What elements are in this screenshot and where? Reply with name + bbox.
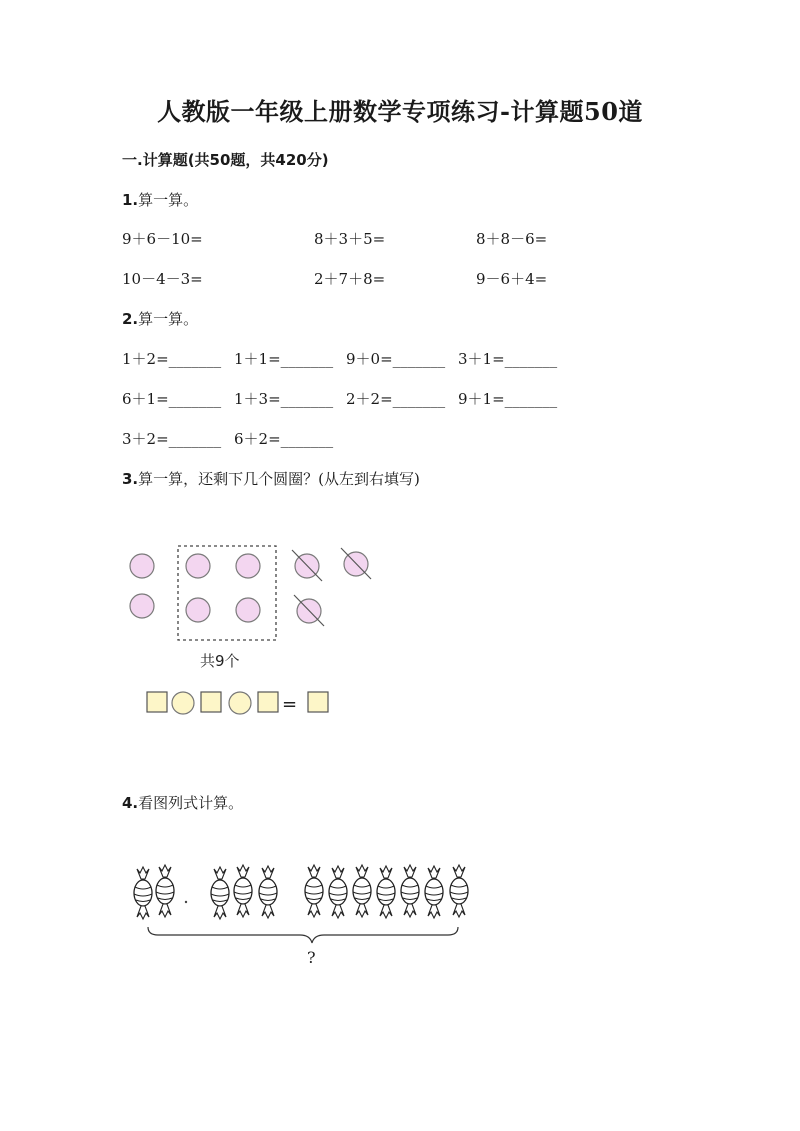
question-text: 算一算。: [138, 191, 199, 209]
q2-blank-expression: 3＋1=_______: [458, 350, 558, 368]
circle-icon: [130, 554, 154, 578]
q1-expression: 2＋7＋8=: [314, 270, 386, 288]
question-text: 算一算，还剩下几个圆圈？(从左到右填写): [138, 470, 420, 488]
q1-expression: 9－6＋4=: [476, 270, 548, 288]
question-text: 看图列式计算。: [138, 794, 244, 812]
question-1-heading: [122, 189, 198, 210]
dot: [185, 901, 187, 903]
candy-icon: [353, 865, 371, 917]
question-2-heading: [122, 308, 198, 329]
crossed-circle-icon: [341, 548, 371, 579]
q2-blank-expression: 1＋2=_______: [122, 350, 222, 368]
question-3-heading: [122, 468, 420, 489]
question-number: 3.: [122, 470, 139, 488]
q2-blank-expression: 9＋1=_______: [458, 390, 558, 408]
figure-caption: 共9个: [200, 652, 240, 670]
page-title: 人教版一年级上册数学专项练习-计算题50道: [157, 97, 643, 126]
q2-blank-expression: 2＋2=_______: [346, 390, 446, 408]
q1-expression: 8＋3＋5=: [314, 230, 386, 248]
answer-box: [258, 692, 278, 712]
question-number: 1.: [122, 191, 139, 209]
section-heading: 一.计算题(共50题，共420分): [122, 151, 329, 169]
question-number: 2.: [122, 310, 139, 328]
circle-icon: [186, 598, 210, 622]
crossed-circle-icon: [294, 595, 324, 626]
circle-icon: [236, 598, 260, 622]
question-text: 算一算。: [138, 310, 199, 328]
candy-icon: [329, 866, 347, 918]
circle-icon: [130, 594, 154, 618]
answer-box: [147, 692, 167, 712]
q2-blank-expression: 9＋0=_______: [346, 350, 446, 368]
q2-blank-expression: 6＋2=_______: [234, 430, 334, 448]
q2-blank-expression: 1＋1=_______: [234, 350, 334, 368]
candy-icon: [425, 866, 443, 918]
q2-blank-expression: 6＋1=_______: [122, 390, 222, 408]
candy-icon: [305, 865, 323, 917]
candy-icon: [377, 866, 395, 918]
candy-icon: [134, 867, 152, 919]
operator-circle: [172, 692, 194, 714]
q1-expression: 10－4－3=: [122, 270, 203, 288]
candies-figure: [128, 855, 478, 970]
candy-icon: [234, 865, 252, 917]
operator-circle: [229, 692, 251, 714]
brace: [148, 927, 458, 943]
q1-expression: 8＋8－6=: [476, 230, 548, 248]
candy-icon: [156, 865, 174, 917]
question-number: 4.: [122, 794, 139, 812]
answer-box: [201, 692, 221, 712]
q1-expression: 9＋6－10=: [122, 230, 203, 248]
circles-figure: [120, 535, 380, 725]
candy-icon: [401, 865, 419, 917]
crossed-circle-icon: [292, 550, 322, 581]
q2-blank-expression: 3＋2=_______: [122, 430, 222, 448]
circle-icon: [186, 554, 210, 578]
candy-icon: [450, 865, 468, 917]
equals-sign: =: [282, 694, 298, 715]
q2-blank-expression: 1＋3=_______: [234, 390, 334, 408]
candy-icon: [211, 867, 229, 919]
candy-icon: [259, 866, 277, 918]
question-mark: ?: [307, 948, 316, 967]
answer-box: [308, 692, 328, 712]
circle-icon: [236, 554, 260, 578]
question-4-heading: [122, 792, 243, 813]
